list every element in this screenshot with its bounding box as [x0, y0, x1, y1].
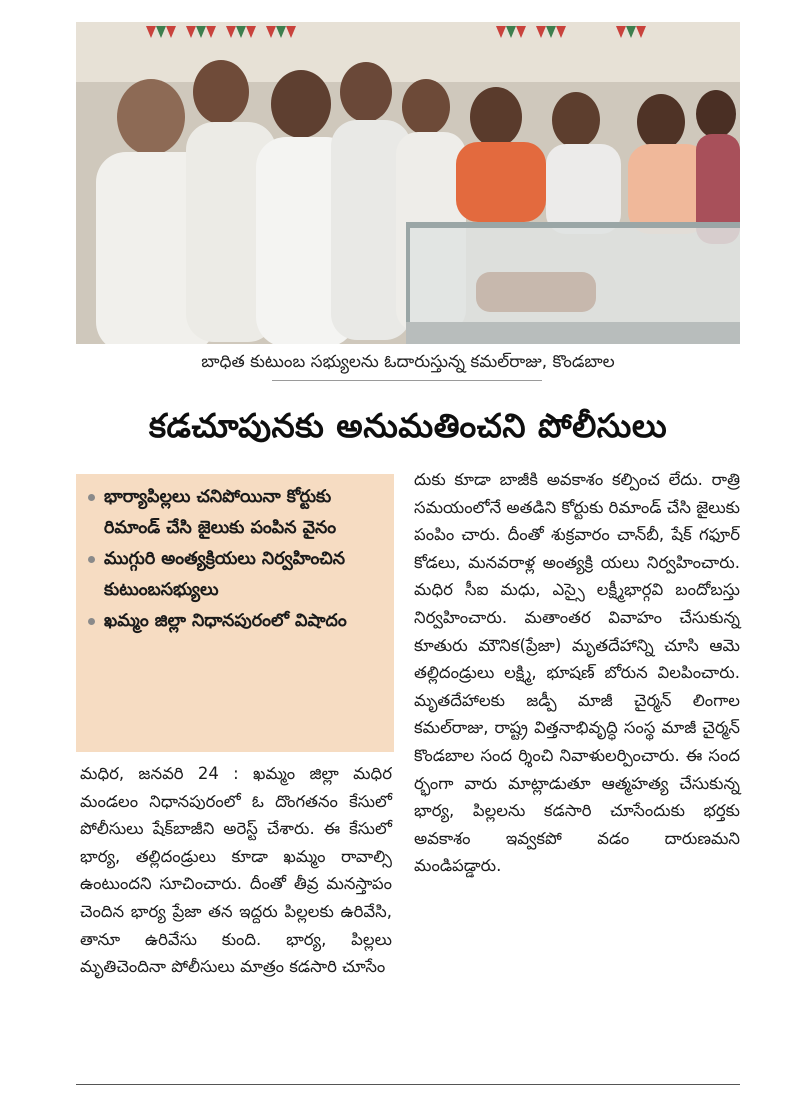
highlight-item [86, 482, 384, 544]
highlight-text: ముగ్గురి అంత్యక్రియలు నిర్వహించిన కుటుంబసభ్యులు [104, 549, 346, 600]
bullet-icon [88, 556, 95, 563]
photo-illustration [76, 22, 740, 344]
article-text-left: మధిర, జనవరి 24 : ఖమ్మం జిల్లా మధిర మండలం నిధానపురంలో ఓ దొంగతనం కేసులో పోలీసులు షేక్‌బాజీని అరెస్ట్‌ చేశారు. ఈ కేసులో భార్య, తల్లిదండ్రులు కూడా ఖమ్మం రావాల్సి ఉంటుందని సూచించారు. దీంతో తీవ్ర మనస్తాపం చెందిన భార్య ప్రేజా తన ఇద్దరు పిల్లలకు ఉరివేసి, తానూ ఉరివేసు కుంది. భార్య, పిల్లలు మృతిచెందినా పోలీసులు మాత్రం కడసారి చూసేం [80, 764, 392, 977]
highlight-item [86, 606, 384, 637]
headline: కడచూపునకు అనుమతించని పోలీసులు [148, 406, 668, 445]
highlight-text: భార్యాపిల్లలు చనిపోయినా కోర్టుకు రిమాండ్‌ చేసి జైలుకు పంపిన వైనం [104, 487, 337, 538]
newspaper-clipping [72, 18, 744, 1093]
highlights-box [76, 474, 394, 752]
photo-caption: బాధిత కుటుంబ సభ్యులను ఓదారుస్తున్న కమల్‌రాజు, కొండబాల [201, 352, 615, 372]
bullet-icon [88, 618, 95, 625]
caption-divider [272, 380, 542, 381]
article-text-right: దుకు కూడా బాజీకి అవకాశం కల్పించ లేదు. రాత్రి సమయంలోనే అతడిని కోర్టుకు రిమాండ్‌ చేసి జైలుకు పంపిం చారు. దీంతో శుక్రవారం చాన్‌బీ, షేక్‌ గఫూర్‌ కోడలు, మనవరాళ్ల అంత్యక్రి యలు నిర్వహించారు. మధిర సీఐ మధు, ఎస్సై లక్ష్మీభార్గవి బందోబస్తు నిర్వహించారు. మతాంతర వివాహం చేసుకున్న కూతురు మౌనిక(ప్రేజా) మృతదేహాన్ని చూసి ఆమె తల్లిదండ్రులు లక్ష్మి, భూషణ్‌ బోరున విలపించారు. మృతదేహాలకు జడ్పీ మాజీ చైర్మన్‌ లింగాల కమల్‌రాజు, రాష్ట్ర విత్తనాభివృద్ధి సంస్థ మాజీ చైర్మన్‌ కొండబాల సంద ర్శించి నివాళులర్పించారు. ఈ సంద ర్భంగా వారు మాట్లాడుతూ ఆత్మహత్య చేసుకున్న భార్య, పిల్లలను కడసారి చూసేందుకు భర్తకు అవకాశం ఇవ్వకపో వడం దారుణమని మండిపడ్డారు. [414, 470, 740, 876]
highlight-text: ఖమ్మం జిల్లా నిధానపురంలో విషాదం [104, 611, 347, 631]
news-photo [76, 22, 740, 344]
bottom-divider [76, 1084, 740, 1085]
article-column-right [414, 466, 740, 880]
bullet-icon [88, 494, 95, 501]
article-column-left [80, 760, 392, 981]
highlight-item [86, 544, 384, 606]
